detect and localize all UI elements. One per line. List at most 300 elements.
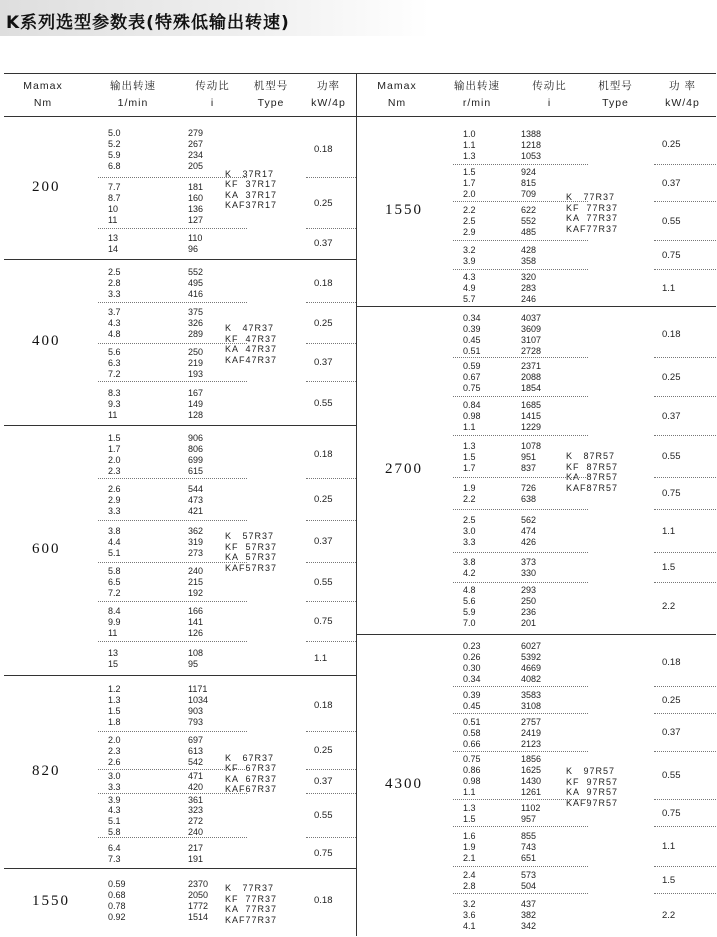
ratio-value: 2088 — [521, 372, 542, 382]
ratio-value: 361 — [188, 794, 204, 805]
header-type-line2: Type — [602, 97, 629, 109]
torque-value: 200 — [32, 178, 61, 195]
ratio-value: 485 — [521, 227, 537, 237]
output-speed: 3.3 — [108, 505, 121, 516]
output-speed: 3.9 — [108, 794, 121, 805]
ratio-value: 342 — [521, 921, 537, 931]
power-value: 1.5 — [662, 562, 676, 573]
ratio-value: 234 — [188, 149, 204, 160]
output-speed: 11 — [108, 409, 118, 420]
output-speed: 1.3 — [463, 440, 476, 451]
speed-ratio-block — [453, 126, 588, 165]
ratio-value: 613 — [188, 745, 204, 756]
header-ratio-line2: i — [547, 97, 552, 109]
ratio-value: 473 — [188, 494, 204, 505]
ratio-value: 426 — [521, 537, 537, 547]
power-value: 0.18 — [662, 657, 681, 668]
ratio-value: 1625 — [521, 765, 542, 775]
output-speed: 0.86 — [463, 765, 481, 775]
ratio-value: 951 — [521, 451, 537, 462]
header-power — [649, 78, 716, 112]
power-cell — [654, 753, 716, 800]
ratio-value: 562 — [521, 515, 537, 525]
speed-ratio-block — [98, 795, 247, 838]
speed-ratio-block — [98, 681, 247, 732]
output-speed: 9.3 — [108, 398, 121, 409]
output-speed: 10 — [108, 203, 119, 214]
title-bar — [0, 0, 430, 36]
output-speed: 3.3 — [463, 537, 476, 547]
speed-ratio-block — [453, 166, 588, 202]
ratio-value: 181 — [188, 181, 204, 192]
header-ratio-line1: 传动比 — [195, 80, 230, 92]
output-speed: 2.3 — [108, 465, 121, 476]
header-output-speed — [82, 78, 184, 112]
ratio-value: 1430 — [521, 776, 542, 786]
header-torque-line1: Mamax — [377, 80, 417, 92]
ratio-value: 1078 — [521, 440, 542, 451]
ratio-value: 293 — [521, 584, 537, 595]
ratio-value: 421 — [188, 505, 204, 516]
ratio-value: 358 — [521, 255, 537, 266]
ratio-value: 622 — [521, 205, 537, 215]
output-speed: 1.5 — [463, 813, 476, 824]
header-torque-line1: Mamax — [23, 80, 63, 92]
ratio-value: 2419 — [521, 727, 542, 738]
output-speed: 1.0 — [463, 128, 476, 139]
ratio-value: 615 — [188, 465, 204, 476]
output-speed: 3.2 — [463, 899, 476, 909]
output-speed: 2.2 — [463, 205, 476, 215]
output-speed: 5.1 — [108, 547, 121, 558]
ratio-value: 95 — [188, 659, 199, 669]
ratio-value: 330 — [521, 568, 537, 578]
output-speed: 1.1 — [463, 139, 476, 150]
torque-group — [357, 306, 716, 635]
output-speed: 11 — [108, 627, 118, 638]
output-speed: 0.78 — [108, 900, 126, 911]
output-speed: 1.1 — [463, 422, 476, 432]
output-speed: 6.8 — [108, 160, 121, 171]
ratio-value: 96 — [188, 244, 199, 254]
ratio-value: 108 — [188, 648, 204, 658]
power-cell — [306, 431, 356, 479]
output-speed: 0.51 — [463, 345, 481, 356]
ratio-value: 855 — [521, 830, 537, 841]
speed-ratio-block — [98, 265, 247, 303]
speed-ratio-block — [453, 584, 588, 629]
power-value: 0.55 — [314, 576, 333, 588]
speed-ratio-block — [453, 554, 588, 583]
speed-ratio-block — [98, 304, 247, 344]
output-speed: 1.7 — [463, 462, 476, 473]
power-value: 0.25 — [662, 371, 681, 383]
power-cell — [306, 179, 356, 229]
model-type: KF 37R17 — [225, 179, 278, 189]
header-ratio — [517, 78, 582, 112]
torque-group — [4, 425, 356, 676]
output-speed: 5.6 — [463, 595, 476, 606]
ratio-value: 1685 — [521, 400, 542, 410]
header-type-line1: 机型号 — [598, 80, 633, 92]
power-value: 0.75 — [314, 616, 333, 627]
model-type: KAF57R37 — [225, 562, 278, 573]
output-speed: 4.3 — [463, 272, 476, 282]
output-speed: 4.1 — [463, 921, 476, 931]
torque-value: 1550 — [385, 202, 423, 218]
model-type: KF 47R37 — [225, 333, 278, 344]
output-speed: 5.2 — [108, 138, 121, 149]
output-speed: 5.8 — [108, 566, 121, 576]
output-speed: 15 — [108, 659, 119, 669]
torque-group — [4, 868, 356, 936]
power-value: 1.1 — [662, 282, 676, 294]
speed-ratio-block — [98, 643, 247, 675]
model-type: KA 37R17 — [225, 189, 278, 200]
ratio-value: 1772 — [188, 900, 209, 911]
power-cell — [654, 166, 716, 202]
ratio-value: 373 — [521, 557, 537, 567]
power-value: 2.2 — [662, 909, 676, 921]
ratio-value: 544 — [188, 483, 204, 494]
speed-ratio-block — [453, 715, 588, 752]
power-cell — [306, 383, 356, 425]
power-cell — [654, 126, 716, 165]
output-speed: 1.9 — [463, 841, 476, 852]
speed-ratio-block — [98, 122, 247, 178]
header-power-line1: 功率 — [317, 80, 340, 92]
header-type — [582, 78, 649, 112]
power-cell — [654, 828, 716, 867]
speed-ratio-block — [453, 437, 588, 478]
power-cell — [654, 398, 716, 436]
output-speed: 0.98 — [463, 776, 481, 786]
output-speed: 7.0 — [463, 617, 476, 628]
power-value: 0.75 — [662, 807, 681, 819]
power-cell — [654, 715, 716, 752]
speed-ratio-block — [453, 640, 588, 687]
output-speed: 2.5 — [463, 216, 476, 226]
ratio-value: 279 — [188, 127, 204, 138]
header-ratio-line1: 传动比 — [532, 80, 567, 92]
ratio-value: 128 — [188, 409, 204, 420]
ratio-value: 362 — [188, 525, 204, 536]
output-speed: 4.9 — [463, 283, 476, 293]
header-output-speed — [437, 78, 517, 112]
output-speed: 5.6 — [108, 346, 121, 357]
output-speed: 3.3 — [108, 782, 121, 792]
torque-value: 1550 — [32, 893, 70, 909]
speed-ratio-block — [453, 359, 588, 397]
header-type — [241, 78, 301, 112]
power-value: 0.55 — [314, 810, 333, 821]
speed-ratio-block — [453, 511, 588, 553]
ratio-value: 2728 — [521, 345, 542, 356]
model-type: KF 87R57 — [566, 461, 619, 472]
model-type: KAF67R37 — [225, 784, 278, 794]
power-value: 0.25 — [662, 694, 681, 706]
torque-value: 4300 — [385, 776, 423, 792]
output-speed: 4.3 — [108, 805, 121, 816]
power-value: 0.18 — [314, 700, 333, 711]
ratio-value: 474 — [521, 526, 537, 536]
power-cell — [654, 511, 716, 553]
output-speed: 14 — [108, 244, 119, 254]
power-cell — [654, 242, 716, 270]
output-speed: 0.66 — [463, 738, 481, 749]
model-type: KAF47R37 — [225, 354, 278, 365]
power-cell — [306, 771, 356, 794]
ratio-value: 166 — [188, 605, 204, 616]
output-speed: 2.0 — [108, 734, 121, 745]
model-type: K 87R57 — [566, 451, 616, 461]
power-value: 0.18 — [314, 448, 333, 460]
output-speed: 0.39 — [463, 323, 481, 334]
output-speed: 0.23 — [463, 641, 481, 651]
ratio-value: 2050 — [188, 889, 209, 900]
ratio-value: 167 — [188, 387, 204, 398]
header-torque — [357, 78, 437, 112]
header-output-speed-line1: 输出转速 — [110, 80, 156, 92]
left-table — [4, 73, 356, 936]
power-value: 0.25 — [314, 494, 333, 505]
ratio-value: 837 — [521, 462, 537, 473]
torque-group — [357, 634, 716, 936]
torque-value: 600 — [32, 541, 61, 557]
ratio-value: 1053 — [521, 150, 542, 161]
ratio-value: 815 — [521, 178, 537, 188]
ratio-value: 3107 — [521, 334, 542, 345]
ratio-value: 272 — [188, 815, 204, 826]
output-speed: 3.6 — [463, 910, 476, 920]
torque-group — [4, 675, 356, 869]
ratio-value: 743 — [521, 841, 537, 852]
torque-value: 400 — [32, 333, 61, 349]
speed-ratio-block — [453, 801, 588, 827]
model-type: K 47R37 — [225, 323, 275, 333]
output-speed: 2.1 — [463, 852, 476, 863]
ratio-value: 699 — [188, 454, 204, 465]
output-speed: 4.8 — [108, 329, 121, 339]
torque-group — [4, 259, 356, 426]
output-speed: 9.9 — [108, 616, 121, 627]
power-value: 0.37 — [662, 410, 681, 422]
output-speed: 6.3 — [108, 357, 121, 368]
output-speed: 4.4 — [108, 536, 121, 547]
ratio-value: 552 — [188, 267, 204, 277]
power-value: 0.75 — [662, 488, 681, 499]
power-value: 0.55 — [662, 770, 681, 781]
ratio-value: 428 — [521, 244, 537, 255]
speed-ratio-block — [453, 203, 588, 241]
speed-ratio-block — [98, 733, 247, 770]
ratio-value: 1854 — [521, 383, 542, 393]
speed-ratio-block — [453, 398, 588, 436]
ratio-value: 240 — [188, 566, 204, 576]
output-speed: 3.7 — [108, 307, 121, 317]
power-cell — [306, 345, 356, 382]
power-value: 0.55 — [314, 398, 333, 409]
power-value: 0.25 — [662, 139, 681, 150]
header-power-line2: kW/4p — [311, 97, 346, 109]
ratio-value: 4037 — [521, 312, 542, 323]
model-type: KA 47R37 — [225, 344, 278, 354]
ratio-value: 250 — [188, 346, 204, 357]
model-type: KAF77R37 — [566, 223, 619, 234]
power-cell — [306, 265, 356, 303]
power-value: 0.75 — [662, 249, 681, 261]
ratio-value: 651 — [521, 852, 537, 863]
speed-ratio-block — [98, 522, 247, 563]
output-speed: 3.3 — [108, 289, 121, 299]
ratio-value: 193 — [188, 368, 204, 379]
output-speed: 2.6 — [108, 483, 121, 494]
torque-group — [4, 116, 356, 260]
model-type: K 37R17 — [225, 168, 275, 179]
output-speed: 2.9 — [108, 494, 121, 505]
output-speed: 0.51 — [463, 716, 481, 727]
header-torque-line2: Nm — [387, 97, 407, 109]
output-speed: 1.5 — [108, 706, 121, 716]
output-speed: 2.0 — [463, 189, 476, 199]
output-speed: 3.2 — [463, 244, 476, 255]
ratio-value: 110 — [188, 233, 203, 243]
output-speed: 3.9 — [463, 255, 476, 266]
ratio-value: 240 — [188, 826, 204, 837]
power-cell — [306, 122, 356, 178]
output-speed: 2.4 — [463, 869, 476, 880]
speed-ratio-block — [98, 383, 247, 425]
ratio-value: 437 — [521, 899, 537, 909]
ratio-value: 141 — [188, 616, 204, 627]
output-speed: 2.8 — [108, 278, 121, 288]
speed-ratio-block — [453, 868, 588, 894]
model-type: KA 77R37 — [225, 904, 278, 914]
speed-ratio-block — [453, 312, 588, 358]
speed-ratio-block — [453, 479, 588, 510]
power-cell — [306, 733, 356, 770]
ratio-value: 957 — [521, 813, 537, 824]
output-speed: 0.75 — [463, 383, 481, 393]
output-speed: 0.30 — [463, 663, 481, 673]
ratio-value: 2757 — [521, 716, 542, 727]
power-value: 0.18 — [314, 143, 333, 155]
model-type: KA 57R37 — [225, 552, 278, 562]
model-type: KF 67R37 — [225, 763, 278, 773]
output-speed: 0.45 — [463, 700, 481, 711]
output-speed: 2.3 — [108, 745, 121, 756]
model-type: K 77R37 — [225, 883, 275, 893]
output-speed: 11 — [108, 214, 118, 225]
ratio-value: 4082 — [521, 674, 542, 684]
ratio-value: 1229 — [521, 422, 542, 432]
header-type-line2: Type — [257, 97, 285, 109]
ratio-value: 1218 — [521, 139, 542, 150]
output-speed: 1.3 — [108, 695, 121, 705]
ratio-value: 573 — [521, 869, 537, 880]
output-speed: 6.4 — [108, 842, 121, 853]
output-speed: 1.1 — [463, 787, 476, 797]
power-value: 0.37 — [662, 727, 681, 738]
power-value: 0.18 — [314, 277, 333, 289]
power-value: 1.5 — [662, 874, 676, 886]
header-power-line1: 功 率 — [669, 80, 696, 92]
output-speed: 0.26 — [463, 652, 481, 662]
power-cell — [654, 554, 716, 583]
ratio-value: 3609 — [521, 323, 542, 334]
model-type: KF 77R37 — [225, 893, 278, 904]
power-value: 0.55 — [662, 451, 681, 462]
output-speed: 4.3 — [108, 318, 121, 328]
output-speed: 1.5 — [463, 167, 476, 177]
ratio-value: 136 — [188, 203, 204, 214]
ratio-value: 726 — [521, 483, 537, 493]
speed-ratio-block — [98, 480, 247, 521]
ratio-value: 160 — [188, 192, 204, 203]
ratio-value: 1171 — [188, 684, 208, 694]
output-speed: 3.8 — [108, 525, 121, 536]
ratio-value: 323 — [188, 805, 204, 816]
ratio-value: 127 — [188, 214, 204, 225]
output-speed: 0.68 — [108, 889, 126, 900]
power-cell — [654, 640, 716, 687]
table-header — [4, 74, 356, 117]
ratio-value: 283 — [521, 283, 537, 293]
speed-ratio-block — [98, 564, 247, 602]
header-power-line2: kW/4p — [665, 97, 700, 109]
power-value: 0.55 — [662, 215, 681, 227]
output-speed: 3.0 — [463, 526, 476, 536]
ratio-value: 638 — [521, 494, 537, 504]
model-type: KAF87R57 — [566, 482, 619, 493]
ratio-value: 542 — [188, 756, 204, 767]
ratio-value: 192 — [188, 588, 204, 598]
power-cell — [654, 359, 716, 397]
ratio-value: 250 — [521, 595, 537, 606]
speed-ratio-block — [98, 872, 247, 929]
power-value: 0.75 — [314, 847, 333, 859]
output-speed: 7.7 — [108, 181, 121, 192]
ratio-value: 552 — [521, 216, 537, 226]
output-speed: 5.9 — [108, 149, 121, 160]
speed-ratio-block — [453, 242, 588, 270]
ratio-value: 793 — [188, 717, 204, 727]
header-ratio — [184, 78, 241, 112]
output-speed: 0.59 — [108, 878, 126, 889]
power-cell — [306, 872, 356, 929]
ratio-value: 1856 — [521, 754, 542, 764]
model-type: KAF97R57 — [566, 797, 619, 808]
power-cell — [654, 584, 716, 629]
ratio-value: 806 — [188, 443, 204, 454]
power-cell — [654, 868, 716, 894]
output-speed: 5.9 — [463, 606, 476, 617]
ratio-value: 236 — [521, 606, 537, 617]
output-speed: 7.2 — [108, 368, 121, 379]
table-header — [357, 74, 716, 117]
output-speed: 5.1 — [108, 815, 121, 826]
header-torque-line2: Nm — [33, 97, 53, 109]
power-cell — [306, 564, 356, 602]
ratio-value: 6027 — [521, 641, 542, 651]
speed-ratio-block — [98, 839, 247, 868]
power-value: 0.25 — [314, 745, 333, 756]
speed-ratio-block — [98, 603, 247, 642]
speed-ratio-block — [98, 345, 247, 382]
ratio-value: 697 — [188, 734, 204, 745]
ratio-value: 319 — [188, 536, 204, 547]
right-table — [356, 73, 716, 936]
